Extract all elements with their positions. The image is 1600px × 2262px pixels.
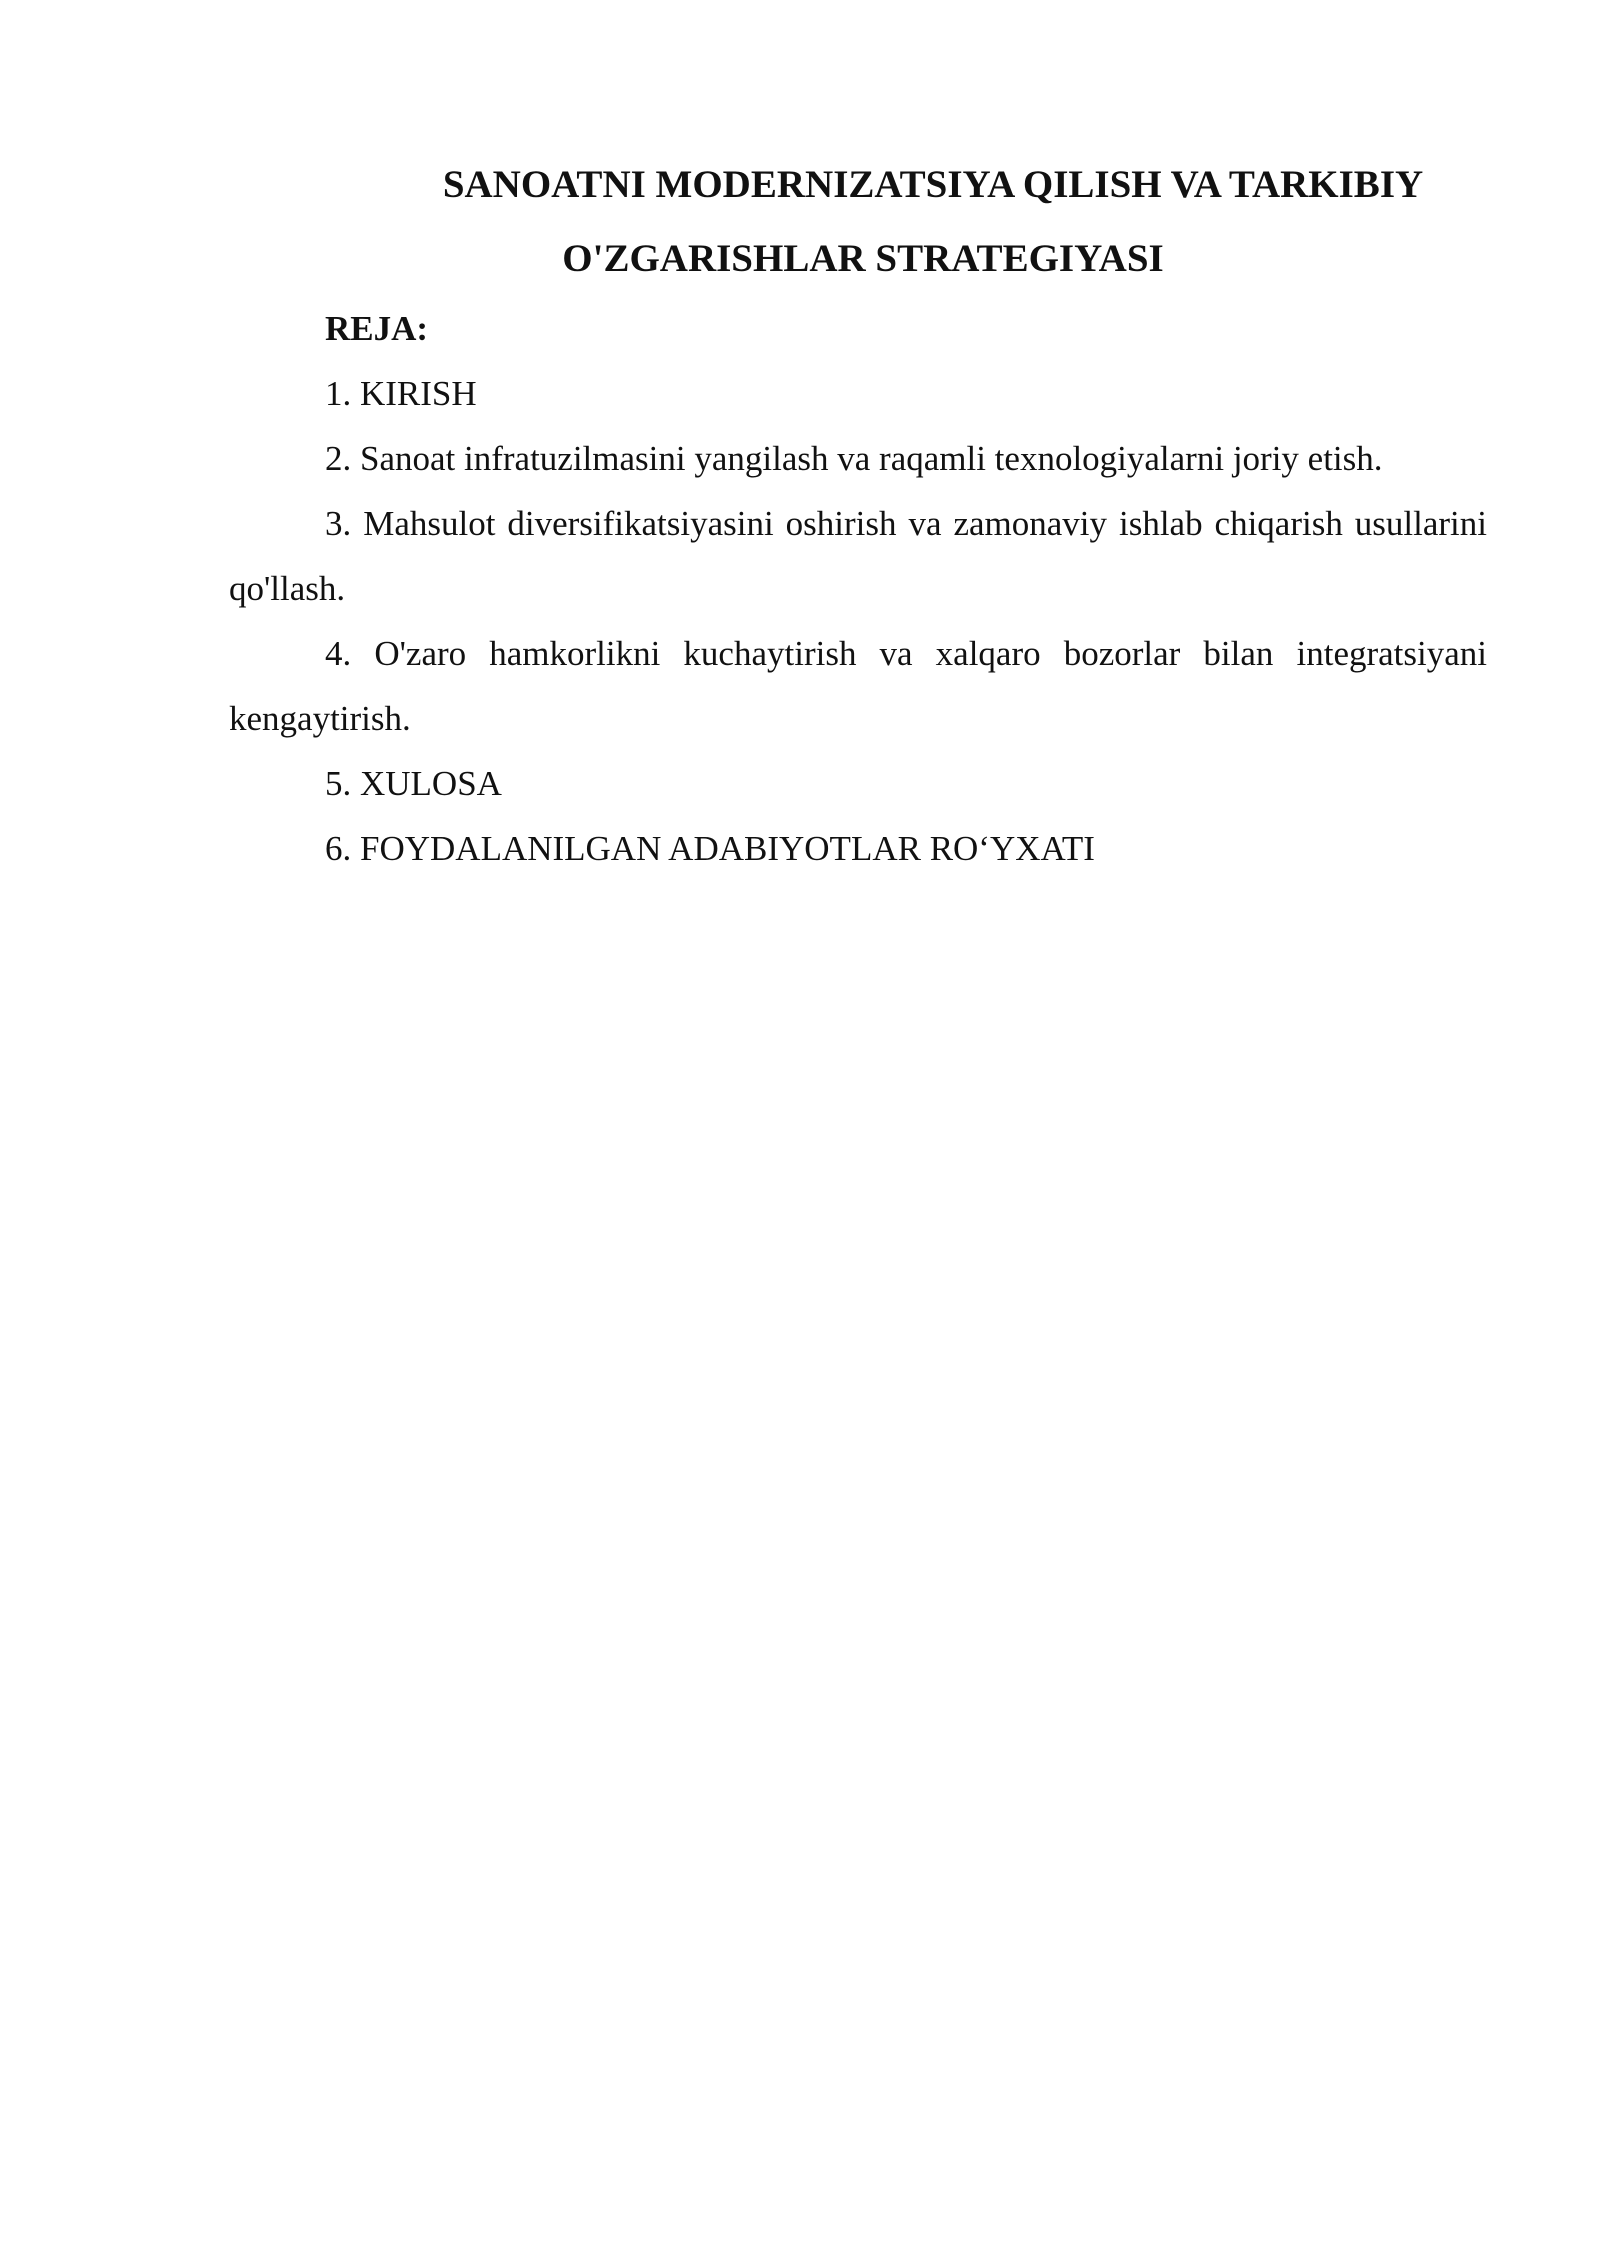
plan-item-cooperation: 4. O'zaro hamkorlikni kuchaytirish va xalqaro bozorlar bilan integratsiyani kengaytirish. — [229, 634, 1487, 738]
plan-heading: REJA: — [325, 309, 429, 348]
document-title — [229, 148, 1487, 296]
document-title-line-2: O'ZGARISHLAR STRATEGIYASI — [562, 237, 1164, 280]
plan-item-infrastructure: 2. Sanoat infratuzilmasini yangilash va raqamli texnologiyalarni joriy etish. — [325, 439, 1383, 478]
plan-list — [229, 361, 1487, 881]
plan-item-introduction: 1. KIRISH — [325, 374, 477, 413]
plan-item-conclusion: 5. XULOSA — [325, 764, 502, 803]
plan-item-references: 6. FOYDALANILGAN ADABIYOTLAR RO‘YXATI — [325, 829, 1095, 868]
document-title-line-1: SANOATNI MODERNIZATSIYA QILISH VA TARKIBIY — [442, 163, 1424, 206]
plan-item-diversification: 3. Mahsulot diversifikatsiyasini oshirish va zamonaviy ishlab chiqarish usullarini qo'llash. — [229, 504, 1487, 608]
page-content — [229, 148, 1487, 881]
